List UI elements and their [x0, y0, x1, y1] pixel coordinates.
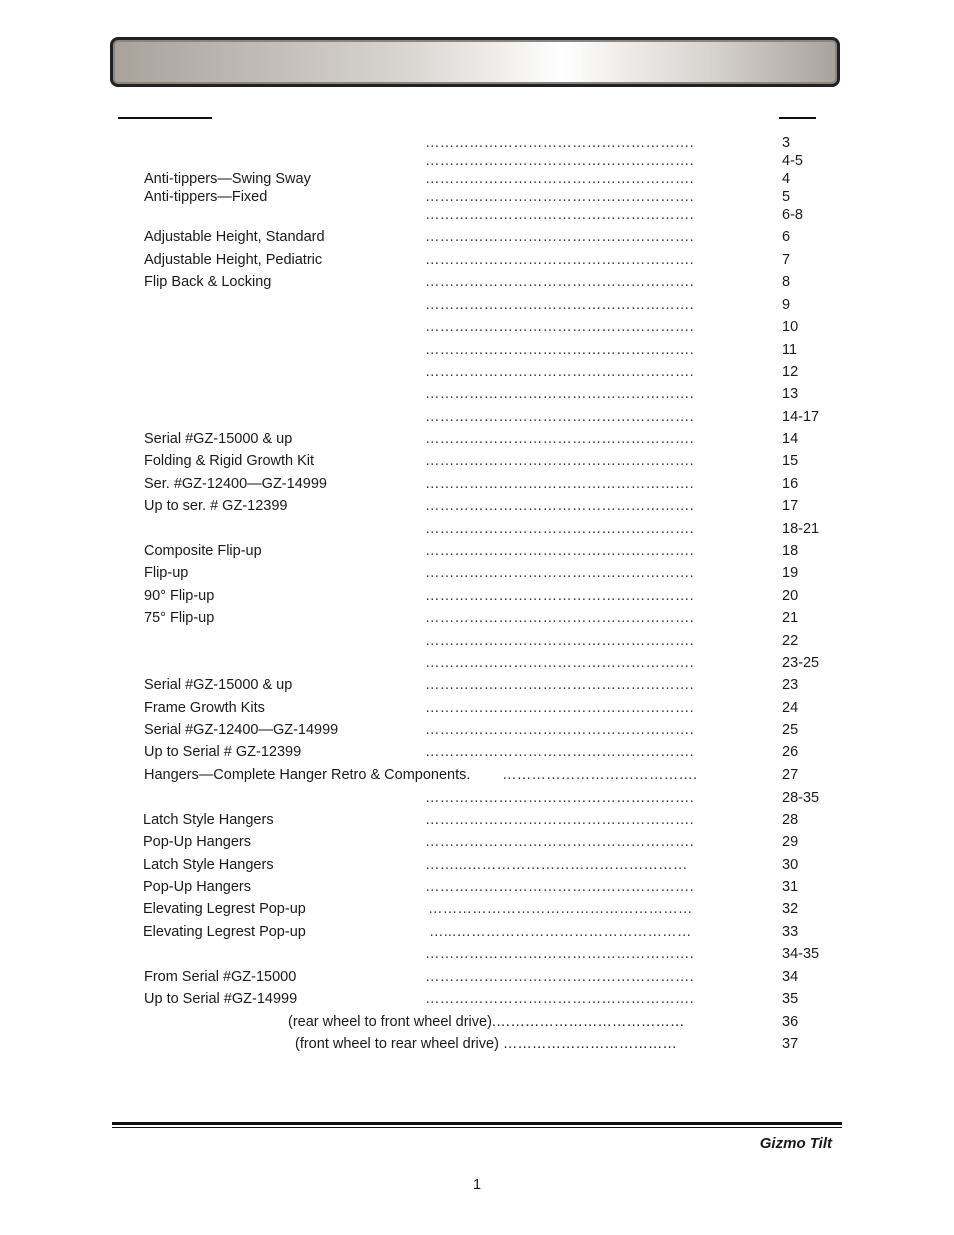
toc-entry[interactable]: [0, 766, 954, 784]
toc-page: 16: [782, 476, 799, 492]
toc-entry[interactable]: [0, 945, 954, 963]
toc-label: Elevating Legrest Pop-up: [143, 901, 306, 917]
toc-leader: ……………………………………………….: [425, 610, 694, 626]
toc-entry[interactable]: [0, 188, 954, 206]
toc-page: 32: [782, 901, 799, 917]
toc-label: Pop-Up Hangers: [143, 834, 251, 850]
brand-name: Gizmo Tilt: [759, 1135, 832, 1152]
toc-leader: ……………………………………………….: [425, 655, 694, 671]
toc-label: Flip-up: [144, 565, 189, 581]
toc-page: 37: [782, 1036, 799, 1052]
toc-leader: ……………………………………………….: [425, 135, 694, 151]
toc-page: 36: [782, 1014, 799, 1030]
toc-entry[interactable]: [0, 811, 954, 829]
toc-page: 9: [782, 297, 791, 313]
footer-rule-thin: [112, 1127, 842, 1128]
toc-label: Up to Serial # GZ-12399: [144, 744, 302, 760]
toc-page: 10: [782, 319, 799, 335]
toc-leader: ……...………………………………………: [425, 857, 688, 873]
toc-page: 18: [782, 543, 799, 559]
footer-rule: [112, 1122, 842, 1125]
toc-leader: ……………………………………………….: [425, 991, 694, 1007]
toc-label: Anti-tippers—Swing Sway: [144, 171, 311, 187]
toc-entry[interactable]: [0, 833, 954, 851]
toc-leader: ……………………………………………….: [425, 790, 694, 806]
toc-entry[interactable]: [0, 408, 954, 426]
toc-leader: ……………………………………………….: [425, 812, 694, 828]
toc-page: 29: [782, 834, 799, 850]
toc-entry[interactable]: [0, 609, 954, 627]
toc-entry[interactable]: [0, 990, 954, 1008]
toc-page: 4: [782, 171, 791, 187]
toc-page: 6-8: [782, 207, 803, 223]
toc-leader: ……………………………………………….: [425, 498, 694, 514]
toc-leader: …...…………………………………………: [429, 924, 692, 940]
toc-entry[interactable]: [0, 385, 954, 403]
toc-page: 24: [782, 700, 799, 716]
toc-leader: ……………………………………………….: [425, 409, 694, 425]
toc-leader: ……………………………………………….: [425, 543, 694, 559]
toc-entry[interactable]: [0, 789, 954, 807]
toc-page: 3: [782, 135, 791, 151]
toc-leader: ……………………………………………….: [425, 342, 694, 358]
toc-label: Serial #GZ-15000 & up: [144, 431, 293, 447]
toc-page: 17: [782, 498, 799, 514]
toc-label: 90° Flip-up: [144, 588, 215, 604]
toc-page: 14-17: [782, 409, 820, 425]
toc-page: 7: [782, 252, 791, 268]
toc-entry[interactable]: [0, 273, 954, 291]
toc-entry[interactable]: [0, 170, 954, 188]
toc-page: 34-35: [782, 946, 820, 962]
toc-page: 31: [782, 879, 799, 895]
toc-leader: ……………………………………………….: [425, 476, 694, 492]
toc-leader: ……………………………………………….: [425, 677, 694, 693]
toc-entry[interactable]: [0, 341, 954, 359]
toc-entry[interactable]: [0, 856, 954, 874]
toc-entry[interactable]: [0, 497, 954, 515]
toc-label: Composite Flip-up: [144, 543, 262, 559]
toc-page: 26: [782, 744, 799, 760]
page-column-rule: [779, 117, 816, 119]
toc-page: 18-21: [782, 521, 820, 537]
page-number: 1: [472, 1177, 482, 1193]
toc-entry[interactable]: [0, 632, 954, 650]
toc-label: 75° Flip-up: [144, 610, 215, 626]
toc-page: 21: [782, 610, 799, 626]
toc-page: 28-35: [782, 790, 820, 806]
toc-page: 28: [782, 812, 799, 828]
toc-leader: ……………………………………………….: [425, 879, 694, 895]
toc-leader: ……………………………………………….: [425, 153, 694, 169]
toc-page: 23: [782, 677, 799, 693]
toc-entry[interactable]: [0, 228, 954, 246]
toc-entry[interactable]: [0, 923, 954, 941]
toc-leader: ……………………………………………….: [425, 252, 694, 268]
toc-leader: ………………………………….: [502, 767, 698, 783]
toc-leader: ……………………………………………….: [425, 834, 694, 850]
toc-page: 19: [782, 565, 799, 581]
toc-label: Serial #GZ-12400—GZ-14999: [144, 722, 339, 738]
toc-page: 13: [782, 386, 799, 402]
toc-leader: ……………………………………………….: [425, 633, 694, 649]
toc-label: Ser. #GZ-12400—GZ-14999: [144, 476, 327, 492]
toc-label: Folding & Rigid Growth Kit: [144, 453, 315, 469]
contents-column-rule: [118, 117, 212, 119]
toc-leader: ……………………………………………….: [425, 229, 694, 245]
toc-label: Pop-Up Hangers: [143, 879, 251, 895]
header-banner: [110, 37, 840, 87]
toc-entry[interactable]: [0, 475, 954, 493]
toc-entry[interactable]: [0, 542, 954, 560]
toc-entry[interactable]: [0, 699, 954, 717]
toc-entry[interactable]: [0, 654, 954, 672]
toc-entry[interactable]: [0, 520, 954, 538]
toc-label: Adjustable Height, Pediatric: [144, 252, 323, 268]
toc-leader: ……………………………………………….: [425, 274, 694, 290]
toc-leader: ……………………………………………….: [425, 521, 694, 537]
toc-leader: ……………………………………………….: [425, 565, 694, 581]
toc-leader: ……………………………………………….: [425, 722, 694, 738]
toc-leader: ……………………………………………….: [425, 431, 694, 447]
toc-label: Up to ser. # GZ-12399: [144, 498, 288, 514]
toc-leader: ……………………………………………….: [425, 171, 694, 187]
toc-leader: ……………………………………………….: [425, 319, 694, 335]
toc-label: Frame Growth Kits: [144, 700, 265, 716]
toc-entry[interactable]: [0, 134, 954, 152]
toc-label: Flip Back & Locking: [144, 274, 272, 290]
toc-page: 33: [782, 924, 799, 940]
toc-page: 15: [782, 453, 799, 469]
toc-leader: ……………………………………………….: [425, 297, 694, 313]
toc-entry[interactable]: [0, 296, 954, 314]
toc-page: 34: [782, 969, 799, 985]
toc-entry[interactable]: [0, 564, 954, 582]
toc-page: 14: [782, 431, 799, 447]
toc-entry[interactable]: [0, 1035, 954, 1053]
toc-entry[interactable]: [0, 721, 954, 739]
toc-label: Hangers—Complete Hanger Retro & Components.: [144, 767, 471, 783]
toc-label: From Serial #GZ-15000: [144, 969, 297, 985]
toc-page: 30: [782, 857, 799, 873]
toc-page: 4-5: [782, 153, 803, 169]
toc-leader: ……………………………………………….: [425, 588, 694, 604]
toc-label: Serial #GZ-15000 & up: [144, 677, 293, 693]
toc-entry[interactable]: [0, 587, 954, 605]
toc-page: 5: [782, 189, 791, 205]
toc-label: (rear wheel to front wheel drive).…………………………………: [288, 1014, 685, 1030]
toc-leader: ……………………………………………….: [425, 207, 694, 223]
toc-page: 6: [782, 229, 791, 245]
toc-leader: ……………………………………………….: [425, 744, 694, 760]
toc-leader: ……………………………………………….: [425, 969, 694, 985]
toc-entry[interactable]: [0, 318, 954, 336]
toc-entry[interactable]: [0, 251, 954, 269]
toc-page: 25: [782, 722, 799, 738]
toc-page: 35: [782, 991, 799, 1007]
toc-leader: ……………………………………………….: [425, 386, 694, 402]
toc-page: 11: [782, 342, 798, 358]
toc-page: 22: [782, 633, 799, 649]
toc-entry[interactable]: [0, 743, 954, 761]
toc-entry[interactable]: [0, 1013, 954, 1031]
toc-entry[interactable]: [0, 900, 954, 918]
toc-leader: ……………………………………………….: [425, 700, 694, 716]
toc-leader: ……………………………………………….: [425, 946, 694, 962]
toc-label: Latch Style Hangers: [143, 812, 274, 828]
toc-label: (front wheel to rear wheel drive) ………………………………: [295, 1036, 677, 1052]
toc-leader: ……………………………………………….: [425, 189, 694, 205]
toc-page: 8: [782, 274, 791, 290]
toc-entry[interactable]: [0, 363, 954, 381]
toc-entry[interactable]: [0, 968, 954, 986]
toc-entry[interactable]: [0, 206, 954, 224]
toc-label: Anti-tippers—Fixed: [144, 189, 268, 205]
toc-label: Up to Serial #GZ-14999: [144, 991, 298, 1007]
toc-label: Elevating Legrest Pop-up: [143, 924, 306, 940]
toc-entry[interactable]: [0, 430, 954, 448]
toc-label: Adjustable Height, Standard: [144, 229, 325, 245]
toc-leader: ……………………………………………….: [425, 453, 694, 469]
toc-page: 27: [782, 767, 799, 783]
toc-entry[interactable]: [0, 152, 954, 170]
toc-leader: ………………………………………………: [428, 901, 693, 917]
toc-entry[interactable]: [0, 676, 954, 694]
toc-entry[interactable]: [0, 878, 954, 896]
toc-page: 12: [782, 364, 799, 380]
toc-entry[interactable]: [0, 452, 954, 470]
toc-page: 20: [782, 588, 799, 604]
toc-leader: ……………………………………………….: [425, 364, 694, 380]
toc-page: 23-25: [782, 655, 820, 671]
toc-label: Latch Style Hangers: [143, 857, 274, 873]
